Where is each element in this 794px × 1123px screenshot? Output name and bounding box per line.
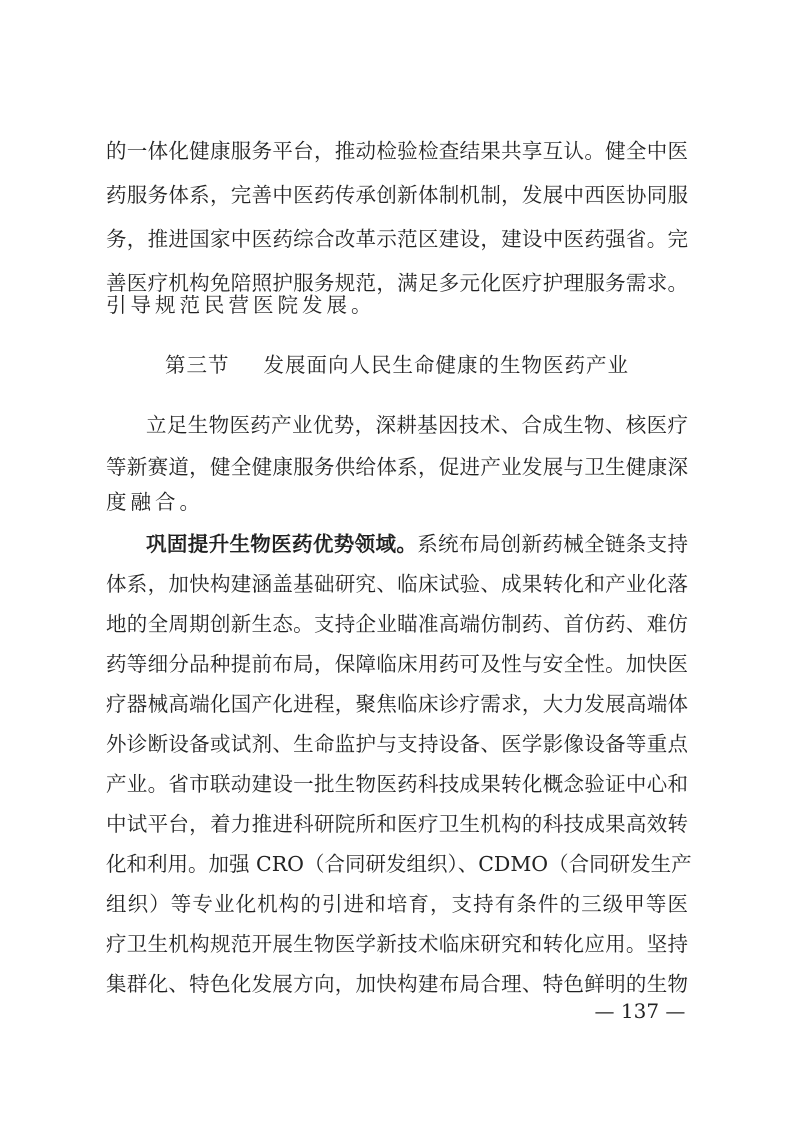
paragraph-3-first-line-rest: 系统布局创新药械全链条支持 [417,532,689,556]
page-number: — 137 — [594,999,686,1023]
paragraph-3-line-7: 产业。省市联动建设一批生物医药科技成果转化概念验证中心和 [106,772,688,796]
paragraph-1-line-3: 务，推进国家中医药综合改革示范区建设，建设中医药强省。完 [106,227,688,251]
paragraph-3-line-12: 集群化、特色化发展方向，加快构建布局合理、特色鲜明的生物 [106,972,688,996]
paragraph-3-bold-lead: 巩固提升生物医药优势领域。 [146,532,418,556]
paragraph-1-line-2: 药服务体系，完善中医药传承创新体制机制，发展中西医协同服 [106,183,688,207]
paragraph-3-line-6: 外诊断设备或试剂、生命监护与支持设备、医学影像设备等重点 [106,732,688,756]
section-number: 第三节 [165,353,230,377]
paragraph-3-line-11: 疗卫生机构规范开展生物医学新技术临床研究和转化应用。坚持 [106,932,688,956]
paragraph-2-line-2: 等新赛道，健全健康服务供给体系，促进产业发展与卫生健康深 [106,455,688,479]
paragraph-3-line-3: 地的全周期创新生态。支持企业瞄准高端仿制药、首仿药、难仿 [106,612,688,636]
paragraph-3-line-2: 体系，加快构建涵盖基础研究、临床试验、成果转化和产业化落 [106,572,688,596]
paragraph-1-line-5: 引导规范民营医院发展。 [106,293,376,317]
paragraph-3-line-10: 组织）等专业化机构的引进和培育，支持有条件的三级甲等医 [106,892,688,916]
paragraph-3-line-5: 疗器械高端化国产化进程，聚焦临床诊疗需求，大力发展高端体 [106,692,688,716]
paragraph-3-line-1 [146,529,688,559]
paragraph-1-line-4: 善医疗机构免陪照护服务规范，满足多元化医疗护理服务需求。 [106,271,688,295]
section-title: 发展面向人民生命健康的生物医药产业 [263,353,629,377]
paragraph-2-line-1: 立足生物医药产业优势，深耕基因技术、合成生物、核医疗 [146,413,688,437]
paragraph-2-line-3: 度融合。 [106,490,204,514]
paragraph-1-line-1: 的一体化健康服务平台，推动检验检查结果共享互认。健全中医 [106,139,688,163]
paragraph-3-line-9: 化和利用。加强 CRO（合同研发组织）、CDMO（合同研发生产 [106,852,692,876]
paragraph-3-line-8: 中试平台，着力推进科研院所和医疗卫生机构的科技成果高效转 [106,812,688,836]
paragraph-3-line-4: 药等细分品种提前布局，保障临床用药可及性与安全性。加快医 [106,652,688,676]
section-heading [106,350,688,380]
